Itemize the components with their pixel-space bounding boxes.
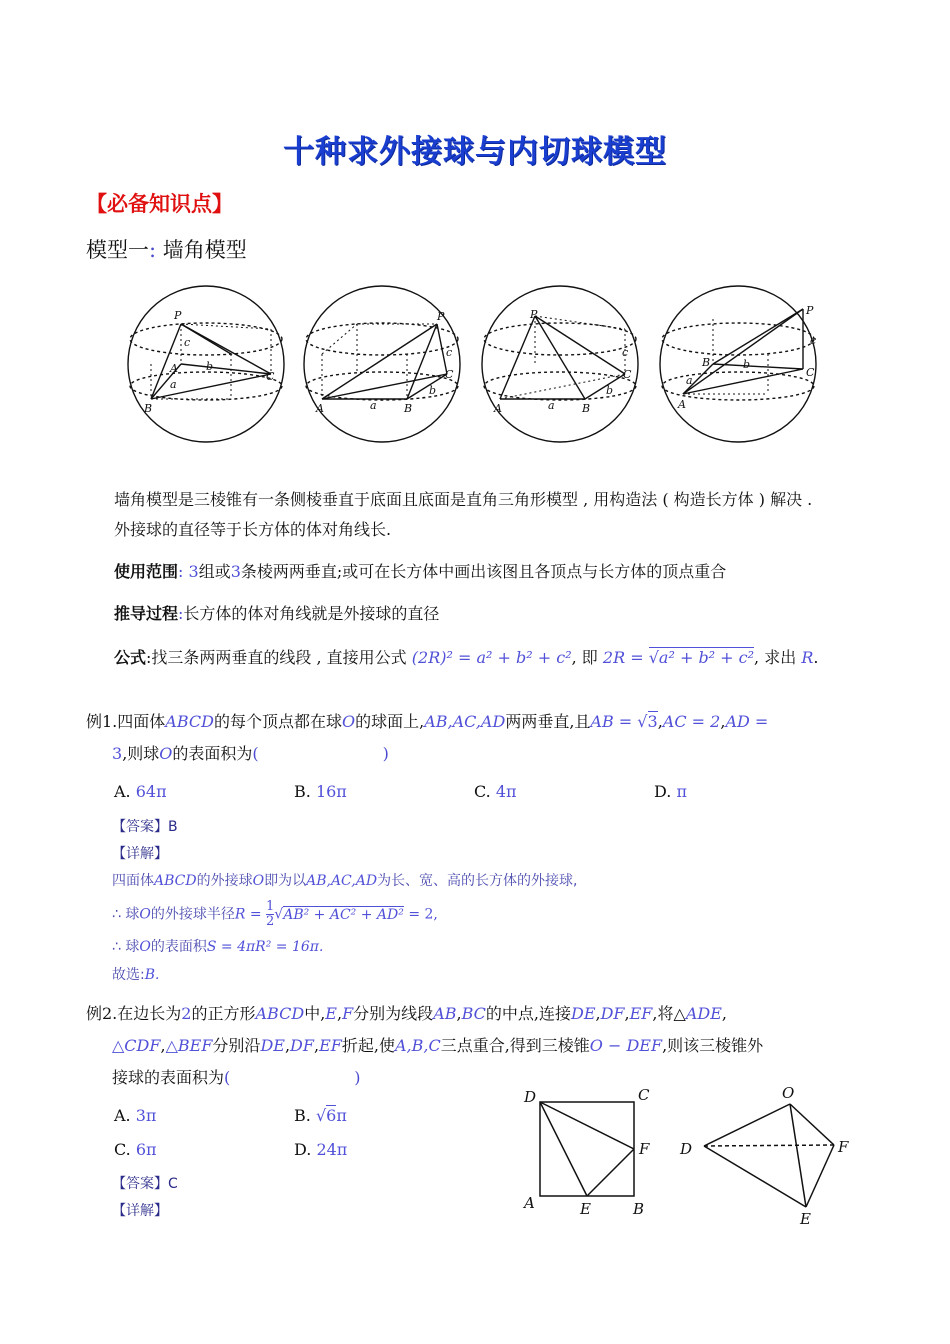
formula-radical: √a² + b² + c²: [648, 648, 755, 667]
scope-n2: 3: [230, 562, 241, 581]
ex1-detail-label: 【详解】: [112, 846, 168, 862]
ex1-d4-m: B.: [144, 967, 160, 983]
ex1-d1-m1: ABCD: [154, 873, 197, 889]
ex2-pyramid-figure: [704, 1104, 834, 1207]
derivation-colon: :: [178, 604, 184, 623]
example2-question-line3: [112, 1064, 361, 1092]
ex1-m1: ABCD: [165, 712, 214, 731]
ex1-m4rad: 3: [647, 712, 658, 731]
ex1-option-c-key: C.: [474, 782, 491, 801]
ex2-m3: F: [342, 1004, 354, 1023]
ex2-l2-t3: ,: [284, 1036, 291, 1055]
ex1-radical: √3: [637, 712, 658, 731]
ex1-d2-m2: R =: [234, 906, 267, 923]
scope-paragraph: [114, 558, 726, 586]
ex2-option-d-val: 24π: [316, 1140, 348, 1159]
fig2-label-C: C: [445, 368, 454, 381]
ex2-fig-F2: F: [838, 1138, 849, 1156]
ex2-t2: 的正方形: [191, 1004, 256, 1023]
fig2-label-P: P: [437, 310, 445, 323]
ex1-label: 例1.: [86, 712, 118, 731]
ex2-square-figure: [540, 1102, 634, 1196]
ex2-l3: 接球的表面积为: [112, 1068, 225, 1087]
fig4-label-C: C: [806, 366, 815, 379]
ex2-option-b-val: √6π: [315, 1106, 347, 1125]
ex2-option-a-key: A.: [114, 1106, 131, 1125]
ex1-t3: 的球面上,: [355, 712, 425, 731]
fig3-label-c: c: [622, 346, 629, 359]
fig1-label-c: c: [184, 336, 191, 349]
fig1-label-C: C: [266, 370, 275, 383]
ex1-detail-line1: [112, 870, 578, 890]
ex1-m2: O: [342, 712, 356, 731]
ex1-option-c-val: 4π: [495, 782, 517, 801]
ex2-m8: EF: [629, 1004, 653, 1023]
example1-question-line1: [86, 708, 876, 736]
ex2-fig-E2: E: [800, 1210, 811, 1228]
fig3-label-B: B: [582, 402, 591, 415]
formula-f2-rad: a² + b² + c²: [658, 648, 755, 667]
ex2-l2-t7: ,则该三棱锥外: [662, 1036, 764, 1055]
ex1-option-b-key: B.: [294, 782, 311, 801]
scope-t1: 组或: [198, 562, 231, 581]
ex1-d4: 故选:: [112, 967, 145, 983]
ex1-m3: AB,AC,AD: [424, 712, 506, 731]
ex2-option-c-val: 6π: [135, 1140, 157, 1159]
ex2-t6: ,: [456, 1004, 462, 1023]
ex2-fig-D: D: [524, 1088, 537, 1106]
ex2-paren-open: (: [224, 1068, 231, 1087]
ex1-option-d-key: D.: [654, 782, 672, 801]
fig3-label-C: C: [623, 368, 632, 381]
ex1-l2-t2: 的表面积为: [172, 744, 253, 763]
ex1-d3-t2: 的表面积: [150, 939, 207, 955]
ex1-d2-t2: 的外接球半径: [150, 906, 235, 923]
formula-f2-lhs: 2R =: [602, 648, 649, 667]
scope-label: 使用范围: [114, 562, 179, 581]
fig1-label-A: A: [170, 362, 178, 375]
formula-colon: :: [146, 648, 152, 667]
ex2-fig-A: A: [524, 1194, 535, 1212]
fig3-label-P: P: [530, 308, 538, 321]
ex2-l2-m6: A,B,C: [394, 1036, 441, 1055]
ex2-l2-m3: DE: [260, 1036, 285, 1055]
ex1-l2-t: ,则球: [122, 744, 160, 763]
ex1-detail-line4: [112, 964, 159, 984]
ex1-d1-t4: 为长、宽、高的长方体的外接球,: [377, 873, 578, 889]
ex1-l2-n: 3: [112, 744, 123, 763]
ex2-t8: ,: [595, 1004, 601, 1023]
ex1-paren-close: ): [382, 744, 389, 763]
fig4-label-c: c: [810, 334, 817, 347]
ex2-m4: AB: [433, 1004, 457, 1023]
formula-f1: (2R)² = a² + b² + c²: [411, 648, 572, 667]
ex1-t4: 两两垂直,且: [505, 712, 591, 731]
ex1-option-a-val: 64π: [135, 782, 167, 801]
ex2-t3: 中,: [304, 1004, 326, 1023]
section-heading: 【必备知识点】: [86, 192, 233, 216]
model-heading: [86, 234, 247, 264]
fig3-label-A: A: [494, 402, 502, 415]
scope-colon: :: [178, 562, 184, 581]
formula-t2: , 即: [571, 648, 598, 667]
derivation-paragraph: [114, 600, 439, 628]
ex1-option-d-val: π: [676, 782, 687, 801]
ex2-l2-m7: O − DEF: [589, 1036, 663, 1055]
fig3-label-b: b: [606, 384, 614, 397]
ex1-d2-t1: ∴ 球: [112, 906, 140, 923]
ex1-detail-line3: [112, 936, 323, 956]
ex2-l2-t2: 分别沿: [212, 1036, 261, 1055]
ex2-option-d-key: D.: [294, 1140, 312, 1159]
ex1-paren-open: (: [252, 744, 259, 763]
fig4-label-A: A: [678, 398, 686, 411]
ex1-m6: AD =: [725, 712, 769, 731]
intro-line-1: 墙角模型是三棱锥有一条侧棱垂直于底面且底面是直角三角形模型 , 用构造法 ( 构造长方体 ) 解决 .: [114, 490, 813, 509]
ex2-t1: 在边长为: [117, 1004, 182, 1023]
ex1-option-a-key: A.: [114, 782, 131, 801]
ex2-l2-m2: △BEF: [165, 1036, 213, 1055]
example1-question-line2: [112, 740, 389, 768]
ex2-option-b[interactable]: [294, 1106, 347, 1125]
ex1-m5: AC = 2: [662, 712, 721, 731]
ex1-m4: AB =: [590, 712, 638, 731]
ex1-d1-m3: AB,AC,AD: [306, 873, 378, 889]
ex1-t6: ,: [720, 712, 726, 731]
fig2-label-B: B: [404, 402, 413, 415]
ex1-t2: 的每个顶点都在球: [213, 712, 342, 731]
formula-t3: , 求出: [754, 648, 797, 667]
ex1-d2-m1: O: [139, 906, 151, 923]
ex1-answer-label: 【答案】: [112, 819, 168, 835]
ex2-fig-O: O: [782, 1084, 795, 1102]
ex2-option-b-rad: 6: [326, 1106, 337, 1125]
ex1-t5: ,: [657, 712, 663, 731]
ex1-option-c[interactable]: [474, 782, 517, 801]
ex2-option-b-post: π: [336, 1106, 347, 1125]
ex2-l2-t4: ,: [313, 1036, 320, 1055]
ex1-d3-m2: S = 4πR² = 16π.: [206, 939, 324, 955]
derivation-text: 长方体的体对角线就是外接球的直径: [183, 604, 440, 623]
ex1-detail-line2: [112, 900, 438, 929]
ex2-answer-value: C: [168, 1176, 178, 1192]
formula-r: R: [801, 648, 814, 667]
ex2-l2-m5: EF: [319, 1036, 342, 1055]
fig1-label-b: b: [206, 360, 214, 373]
ex2-option-c-key: C.: [114, 1140, 131, 1159]
ex1-d1-m2: O: [252, 873, 265, 889]
fig3-label-a: a: [548, 399, 555, 412]
formula-t1: 找三条两两垂直的线段 , 直接用公式: [151, 648, 407, 667]
ex1-answer: [112, 816, 178, 836]
ex2-l2-m4: DF: [290, 1036, 314, 1055]
ex2-n1: 2: [181, 1004, 192, 1023]
ex2-answer-label: 【答案】: [112, 1176, 168, 1192]
ex2-l2-t5: 折起,使: [341, 1036, 395, 1055]
sphere-figure-3: [482, 286, 638, 442]
formula-end: .: [813, 648, 819, 667]
ex2-m7: DF: [600, 1004, 625, 1023]
fig4-label-b: b: [743, 358, 751, 371]
ex2-option-a-val: 3π: [135, 1106, 157, 1125]
example2-question-line2: [112, 1032, 763, 1060]
fig1-label-P: P: [174, 309, 182, 322]
ex2-fig-C: C: [638, 1086, 650, 1104]
ex2-option-a[interactable]: [114, 1106, 156, 1125]
ex1-d2-frac-num: 1: [266, 899, 275, 914]
formula-paragraph: [114, 644, 818, 672]
ex2-l2-m1: △CDF: [112, 1036, 161, 1055]
wall-corner-figures: [126, 274, 834, 456]
ex2-fig-D2: D: [680, 1140, 693, 1158]
ex1-t1: 四面体: [117, 712, 166, 731]
fig1-label-B: B: [144, 402, 153, 415]
ex1-d2-radical: √AB² + AC² + AD²: [274, 906, 404, 923]
ex2-t4: ,: [336, 1004, 343, 1023]
fig2-label-a: a: [370, 399, 377, 412]
fig4-label-a: a: [686, 374, 693, 387]
ex1-d3-m1: O: [139, 939, 151, 955]
ex2-t7: 的中点,连接: [485, 1004, 571, 1023]
ex2-detail-label: 【详解】: [112, 1203, 168, 1219]
fig4-label-B: B: [702, 356, 711, 369]
sphere-figure-4: [660, 286, 816, 442]
ex2-t9: ,: [624, 1004, 630, 1023]
ex2-l2-t1: ,: [160, 1036, 166, 1055]
derivation-label: 推导过程: [114, 604, 179, 623]
intro-line-2: 外接球的直径等于长方体的体对角线长.: [114, 520, 392, 539]
ex2-m1: ABCD: [255, 1004, 305, 1023]
ex2-l2-t6: 三点重合,得到三棱锥: [440, 1036, 590, 1055]
ex2-t5: 分别为线段: [353, 1004, 434, 1023]
ex2-option-b-key: B.: [294, 1106, 311, 1125]
fig2-label-b: b: [429, 384, 437, 397]
ex1-d2-frac-den: 2: [266, 914, 275, 929]
ex2-m9: ADE: [685, 1004, 722, 1023]
ex2-option-c[interactable]: [114, 1140, 157, 1159]
ex1-d1-t2: 的外接球: [196, 873, 253, 889]
ex2-t10: ,将△: [652, 1004, 686, 1023]
fig2-label-c: c: [446, 346, 453, 359]
ex2-fig-B: B: [633, 1200, 645, 1218]
ex2-paren-close: ): [354, 1068, 361, 1087]
ex1-d1-t3: 即为以: [264, 873, 307, 889]
model-prefix: 模型一: [86, 238, 149, 262]
ex1-d3-t1: ∴ 球: [112, 939, 140, 955]
ex2-fig-E: E: [580, 1200, 591, 1218]
ex1-answer-value: B: [168, 819, 178, 835]
ex2-figures: [516, 1082, 866, 1232]
model-name: 墙角模型: [162, 238, 247, 262]
ex1-l2-o: O: [159, 744, 173, 763]
ex1-d2-rad: AB² + AC² + AD²: [283, 906, 404, 923]
fig1-label-a: a: [170, 378, 177, 391]
ex1-option-a[interactable]: [114, 782, 167, 801]
fig4-label-P: P: [806, 304, 814, 317]
ex2-m2: E: [325, 1004, 337, 1023]
fig2-label-A: A: [316, 402, 324, 415]
ex2-m5: BC: [461, 1004, 486, 1023]
ex1-option-d[interactable]: [654, 782, 687, 801]
example2-question-line1: [86, 1000, 876, 1028]
scope-t2: 条棱两两垂直;或可在长方体中画出该图且各顶点与长方体的顶点重合: [240, 562, 727, 581]
ex2-option-d[interactable]: [294, 1140, 347, 1159]
ex2-fig-F: F: [639, 1140, 650, 1158]
scope-n1: 3: [188, 562, 199, 581]
ex1-option-b[interactable]: [294, 782, 347, 801]
ex1-d2-end: = 2,: [408, 906, 438, 923]
ex1-option-b-val: 16π: [315, 782, 347, 801]
page-title: 十种求外接球与内切球模型: [283, 134, 667, 170]
ex1-d1-t1: 四面体: [112, 873, 154, 889]
ex2-t11: ,: [721, 1004, 727, 1023]
ex2-label: 例2.: [86, 1004, 118, 1023]
ex2-answer: [112, 1173, 178, 1193]
formula-label: 公式: [114, 648, 147, 667]
ex2-m6: DE: [570, 1004, 596, 1023]
model-colon: :: [149, 238, 157, 262]
